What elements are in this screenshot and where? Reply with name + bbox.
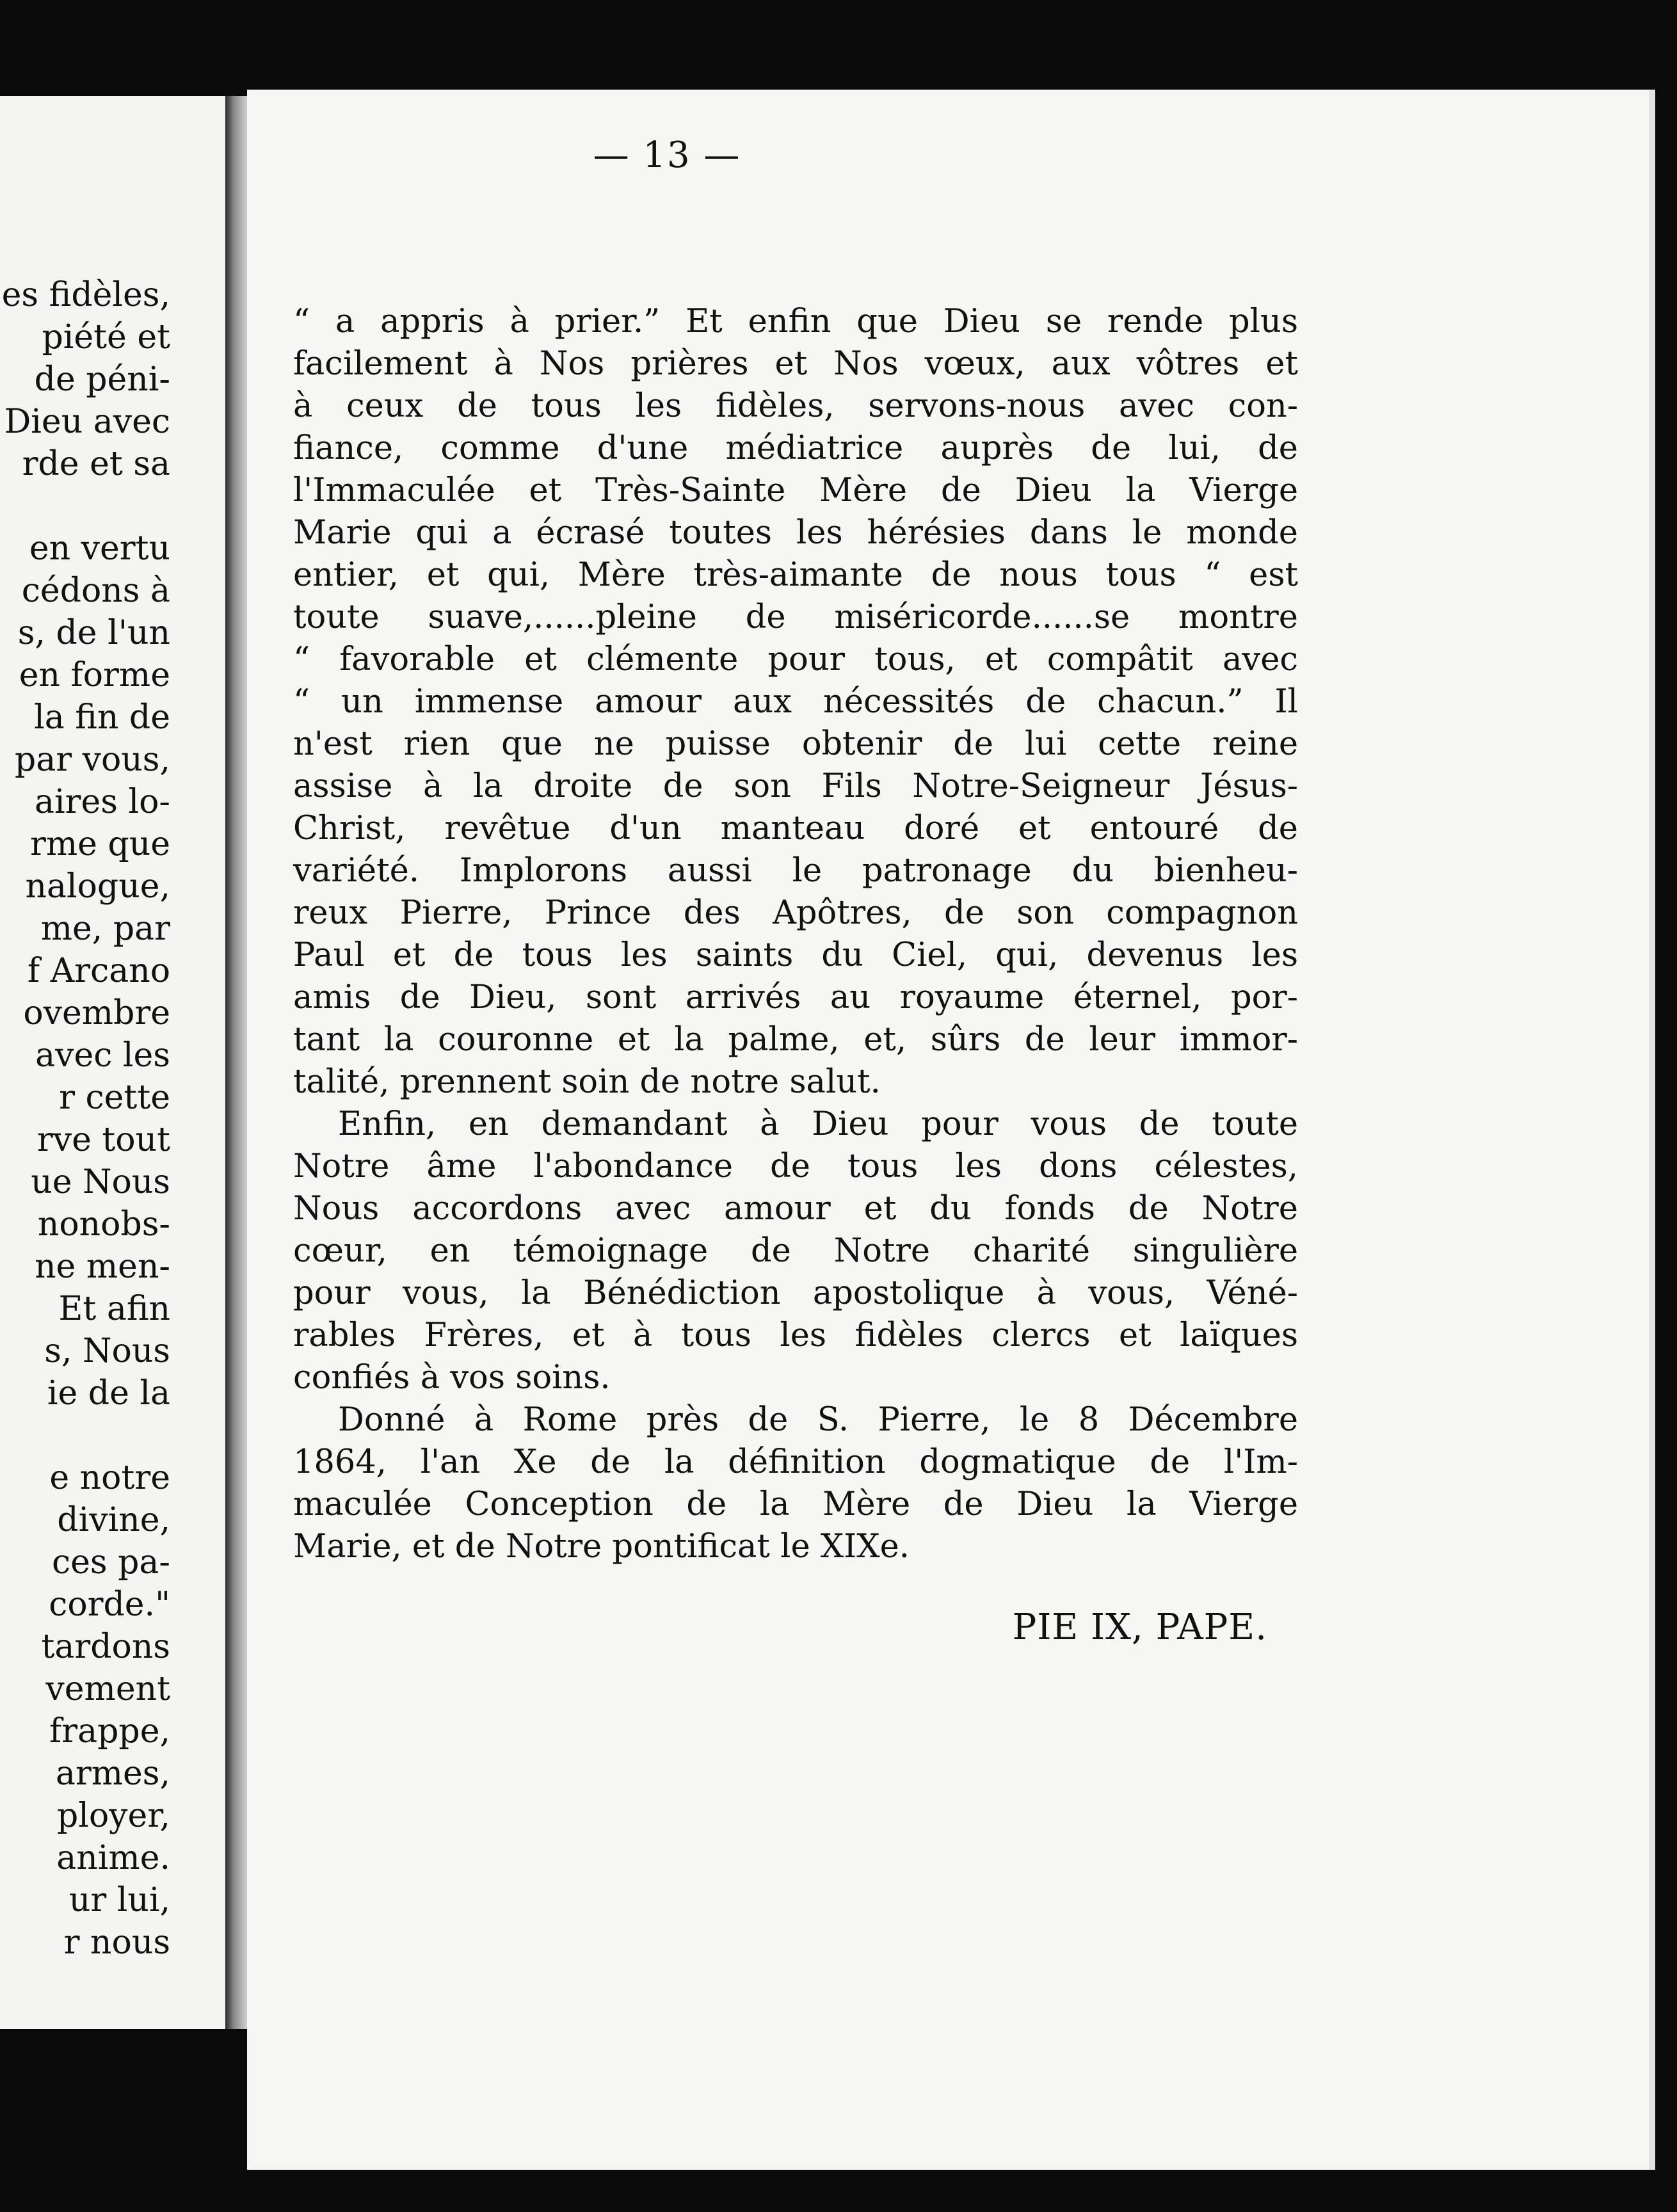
text-line: à ceux de tous les fidèles, servons-nous avec con- xyxy=(293,387,1298,425)
text-line: Marie qui a écrasé toutes les hérésies dans le monde xyxy=(293,514,1298,552)
left-page-line: la fin de xyxy=(34,698,170,737)
left-page-fragment xyxy=(0,96,232,2029)
left-page-line: par vous, xyxy=(14,741,170,779)
text-line: amis de Dieu, sont arrivés au royaume éternel, por- xyxy=(293,979,1298,1016)
text-line: toute suave,......pleine de miséricorde......se montre xyxy=(293,598,1298,636)
left-page-line: corde." xyxy=(49,1585,170,1624)
text-line: n'est rien que ne puisse obtenir de lui cette reine xyxy=(293,725,1298,763)
left-page-line: en vertu xyxy=(29,529,170,568)
text-line: confiés à vos soins. xyxy=(293,1359,611,1397)
left-page-line: de péni- xyxy=(34,360,170,399)
left-page-line: ployer, xyxy=(56,1797,170,1835)
text-line: Donné à Rome près de S. Pierre, le 8 Décembre xyxy=(338,1401,1298,1439)
left-page-line: ces pa- xyxy=(52,1543,170,1582)
left-page-line: nalogue, xyxy=(25,867,170,906)
left-page-line: Et afin xyxy=(58,1290,170,1328)
text-line: Notre âme l'abondance de tous les dons célestes, xyxy=(293,1148,1298,1185)
left-page-line: s, Nous xyxy=(44,1332,170,1370)
text-line: facilement à Nos prières et Nos vœux, aux vôtres et xyxy=(293,345,1298,383)
text-line: Paul et de tous les saints du Ciel, qui, devenus les xyxy=(293,936,1298,974)
book-spine xyxy=(225,96,247,2029)
left-page-line: aires lo- xyxy=(35,783,170,821)
text-line: tant la couronne et la palme, et, sûrs de leur immor- xyxy=(293,1021,1298,1059)
left-page-line: piété et xyxy=(42,318,170,357)
body-text xyxy=(293,301,1298,1568)
left-page-line: me, par xyxy=(40,910,170,948)
text-line: maculée Conception de la Mère de Dieu la Vierge xyxy=(293,1486,1298,1523)
left-page-line: frappe, xyxy=(49,1712,170,1751)
text-line: Christ, revêtue d'un manteau doré et entouré de xyxy=(293,810,1298,847)
left-page-line: s, de l'un xyxy=(17,614,170,652)
signature: PIE IX, PAPE. xyxy=(1012,1607,1267,1648)
left-page-line: ur lui, xyxy=(68,1881,170,1919)
left-page-line xyxy=(2,1415,170,1457)
left-page-line: rve tout xyxy=(36,1121,170,1159)
text-line: Nous accordons avec amour et du fonds de Notre xyxy=(293,1190,1298,1228)
text-line: fiance, comme d'une médiatrice auprès de lui, de xyxy=(293,429,1298,467)
left-page-line: divine, xyxy=(57,1501,170,1539)
text-line: “ a appris à prier.” Et enfin que Dieu se rende plus xyxy=(293,303,1298,341)
page-number: — 13 — xyxy=(593,134,741,176)
left-page-line xyxy=(2,485,170,527)
left-page-line: tardons xyxy=(41,1628,170,1666)
left-page-line: anime. xyxy=(56,1839,170,1877)
left-page-line: vement xyxy=(45,1670,170,1708)
left-page-line: Dieu avec xyxy=(4,403,170,441)
left-page-line: r nous xyxy=(63,1923,170,1962)
left-page-line: ne men- xyxy=(35,1247,170,1286)
text-line: cœur, en témoignage de Notre charité singulière xyxy=(293,1232,1298,1270)
text-line: variété. Implorons aussi le patronage du bienheu- xyxy=(293,852,1298,890)
left-page-line: f Arcano xyxy=(27,952,170,990)
left-page-line: ue Nous xyxy=(31,1163,170,1201)
text-line: Enfin, en demandant à Dieu pour vous de toute xyxy=(338,1105,1298,1143)
text-line: reux Pierre, Prince des Apôtres, de son compagnon xyxy=(293,894,1298,932)
text-line: entier, et qui, Mère très-aimante de nous tous “ est xyxy=(293,556,1298,594)
text-line: 1864, l'an Xe de la définition dogmatique de l'Im- xyxy=(293,1443,1298,1481)
left-page-line: rme que xyxy=(29,825,170,863)
left-page-text xyxy=(2,274,170,1964)
text-line: l'Immaculée et Très-Sainte Mère de Dieu la Vierge xyxy=(293,472,1298,509)
text-line: “ un immense amour aux nécessités de chacun.” Il xyxy=(293,683,1298,721)
left-page-line: ovembre xyxy=(23,994,170,1032)
left-page-line: e notre xyxy=(49,1459,170,1497)
left-page-line: ie de la xyxy=(47,1374,170,1413)
text-line: “ favorable et clémente pour tous, et compâtit avec xyxy=(293,641,1298,678)
left-page-line: r cette xyxy=(59,1078,170,1117)
text-line: rables Frères, et à tous les fidèles clercs et laïques xyxy=(293,1317,1298,1354)
text-line: talité, prennent soin de notre salut. xyxy=(293,1063,881,1101)
left-page-line: armes, xyxy=(55,1754,170,1793)
text-line: Marie, et de Notre pontificat le XIXe. xyxy=(293,1528,910,1566)
left-page-line: avec les xyxy=(35,1036,170,1075)
left-page-line: nonobs- xyxy=(37,1205,170,1244)
left-page-line: en forme xyxy=(19,656,170,694)
text-line: assise à la droite de son Fils Notre-Seigneur Jésus- xyxy=(293,767,1298,805)
text-line: pour vous, la Bénédiction apostolique à vous, Véné- xyxy=(293,1274,1298,1312)
left-page-line: rde et sa xyxy=(22,445,170,483)
left-page-line: cédons à xyxy=(21,572,170,610)
left-page-line: es fidèles, xyxy=(1,276,170,314)
